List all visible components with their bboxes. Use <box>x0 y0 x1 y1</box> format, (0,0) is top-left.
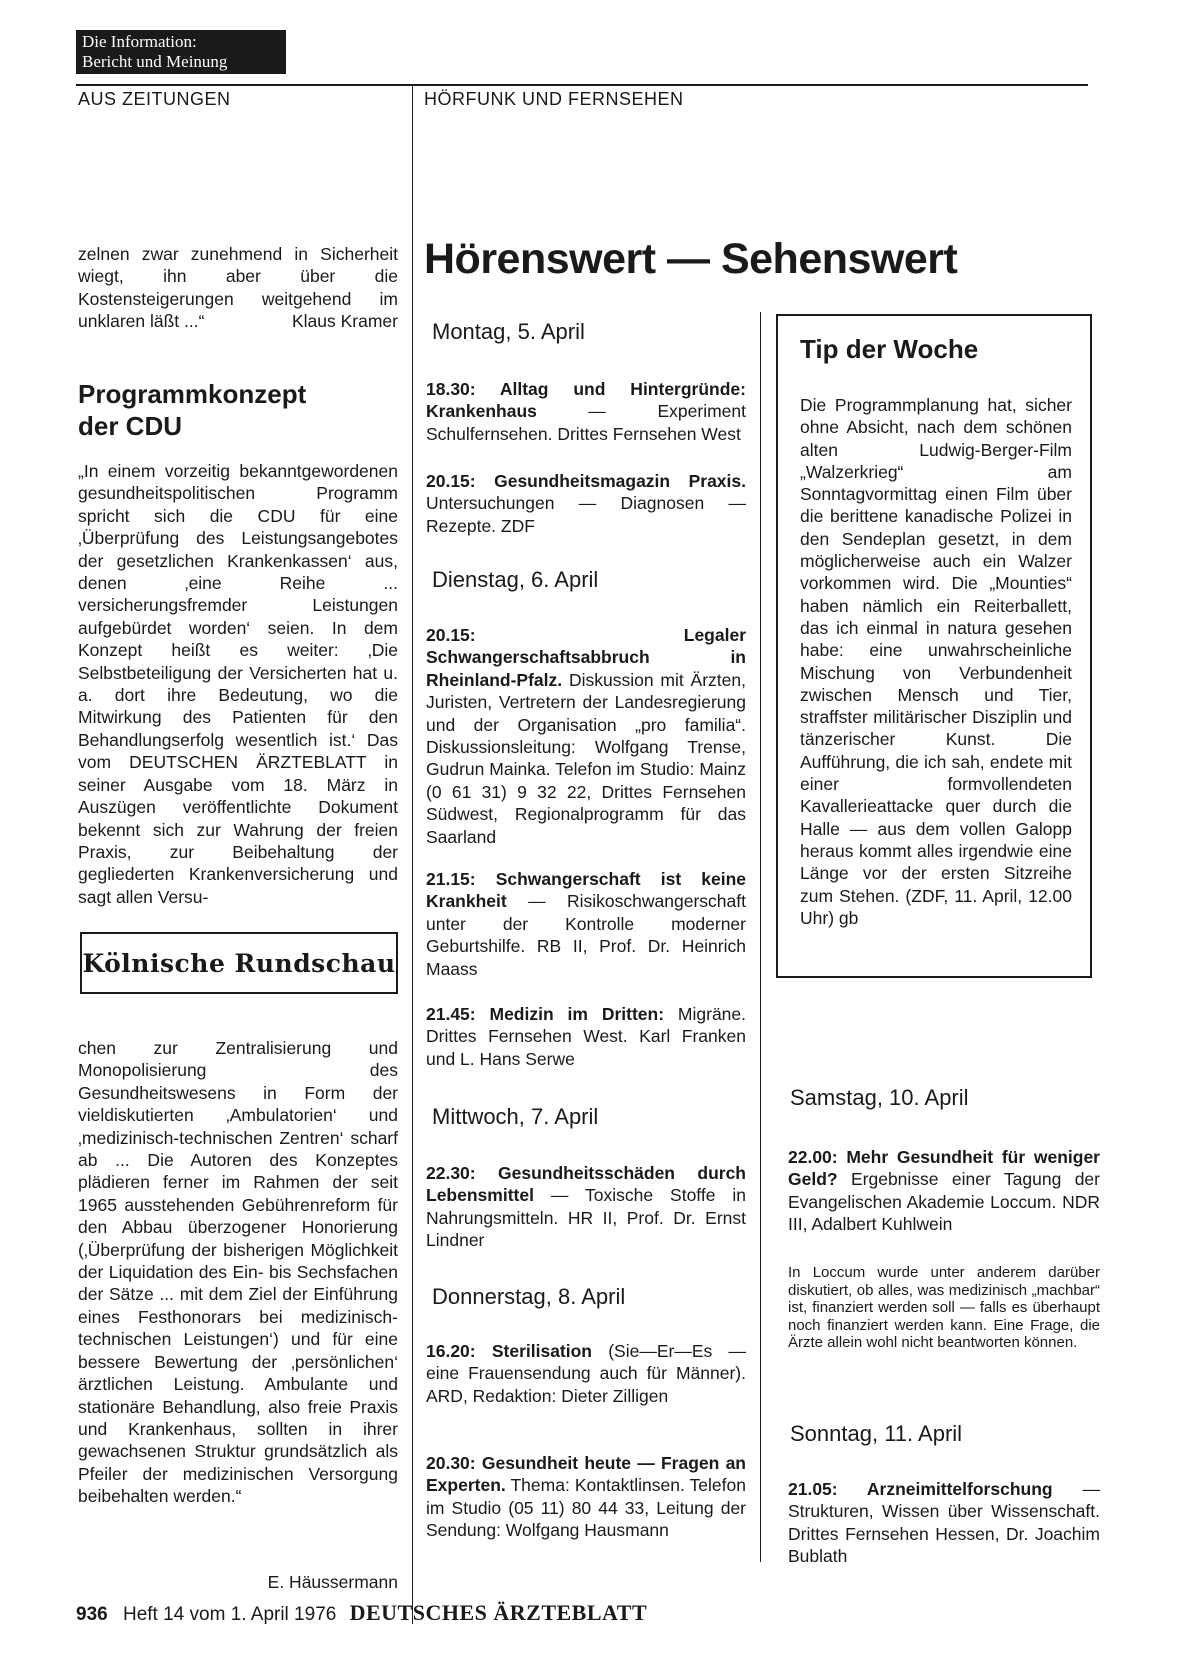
newspaper-masthead <box>80 932 398 994</box>
section-label-box <box>76 30 286 74</box>
magazine-name: DEUTSCHES ÄRZTEBLATT <box>349 1600 648 1625</box>
section-label-line1: Die Information: <box>82 32 197 51</box>
program-title: 20.30: Gesundheit heute — Fragen an Experten. <box>426 1453 746 1496</box>
program-entry <box>788 1478 1100 1568</box>
masthead-text: Kölnische Rundschau <box>82 948 396 978</box>
program-desc: — Experiment Schulfernsehen. Drittes Fernsehen West <box>426 401 746 444</box>
program-entry <box>426 1003 746 1070</box>
program-title: 18.30: Alltag und Hintergründe: Krankenhaus <box>426 379 746 422</box>
day-saturday: Samstag, 10. April <box>790 1085 969 1110</box>
program-entry <box>788 1146 1100 1236</box>
program-desc: Untersuchungen — Diagnosen — Rezepte. ZDF <box>426 493 746 536</box>
page-footer <box>76 1600 647 1626</box>
program-note: In Loccum wurde unter anderem darüber diskutiert, ob alles, was medizinisch „machbar“ ist, finanziert werden soll — falls es überhaupt noch finanziert werden kann. Eine Frage, die Ärzte allein wohl nicht beantworten können. <box>788 1264 1100 1351</box>
program-desc: — Toxische Stoffe in Nahrungsmitteln. HR II, Prof. Dr. Ernst Lindner <box>426 1185 746 1251</box>
program-title: 20.15: Gesundheitsmagazin Praxis. <box>426 471 746 491</box>
main-title: Hörenswert — Sehenswert <box>424 235 958 283</box>
day-tuesday: Dienstag, 6. April <box>432 567 599 592</box>
intro-text: zelnen zwar zunehmend in Sicherheit wiegt, ihn aber über die Kostensteigerungen weitgehend im unklaren läßt ...“ <box>78 244 398 332</box>
column-divider <box>412 84 413 1624</box>
article-part1: „In einem vorzeitig bekanntgewordenen gesundheitspolitischen Programm spricht sich die CDU für eine ‚Überprüfung des Leistungsangebotes der gesetzlichen Krankenkassen‘ aus, denen ‚eine Reihe ... versicherungsfremder Leistungen aufgebürdet worden‘ seien. In dem Konzept heißt es weiter: ‚Die Selbstbeteiligung der Versicherten hat u. a. dort ihre Bedeutung, wo die Mitwirkung des Patienten für den Behandlungserfolg wesentlich ist.‘ Das vom DEUTSCHEN ÄRZTEBLATT in seiner Ausgabe vom 18. März in Auszügen veröffentlichte Dokument bekennt sich zur Wahrung der freien Praxis, zur Beibehaltung der gegliederten Krankenversicherung und sagt allen Versu- <box>78 461 398 907</box>
day-monday: Montag, 5. April <box>432 319 585 344</box>
intro-author: Klaus Kramer <box>291 311 398 332</box>
program-desc: Ergebnisse einer Tagung der Evangelischen Akademie Loccum. NDR III, Adalbert Kuhlwein <box>788 1169 1100 1235</box>
day-thursday: Donnerstag, 8. April <box>432 1284 626 1309</box>
article-part2: chen zur Zentralisierung und Monopolisierung des Gesundheitswesens in Form der vieldiskutierten ‚Ambulatorien‘ und ‚medizinisch-technischen Zentren‘ scharf ab ... Die Autoren des Konzeptes plädieren ferner im Rahmen der seit 1965 ausstehenden Gebührenreform für den Abbau überzogener Honorierung (‚Überprüfung der bisherigen Möglichkeit der Liquidation des Ein- bis Sechsfachen der Sätze ... mit dem Ziel der Einführung eines Festhonorars bei medizinisch-technischen Leistungen‘) und für eine bessere Bewertung der ‚persönlichen‘ ärztlichen Leistung. Ambulante und stationäre Behandlung, also freie Praxis und Krankenhaus, sollten in ihrer gewachsenen Struktur grundsätzlich als Pfeiler der medizinischen Versorgung beibehalten werden.“ <box>78 1038 398 1507</box>
program-title: 21.45: Medizin im Dritten: <box>426 1004 665 1024</box>
program-title: 20.15: Legaler Schwangerschaftsabbruch in Rheinland-Pfalz. <box>426 625 746 690</box>
article-author: E. Häussermann <box>267 1572 398 1592</box>
day-sunday: Sonntag, 11. April <box>790 1421 963 1446</box>
tip-box <box>776 314 1092 978</box>
program-desc: Migräne. Drittes Fernsehen West. Karl Franken und L. Hans Serwe <box>426 1004 747 1069</box>
program-entry <box>426 624 746 848</box>
program-desc: — Risikoschwangerschaft unter der Kontrolle moderner Geburtshilfe. RB II, Prof. Dr. Heinrich Maass <box>426 891 746 979</box>
page-number: 936 <box>76 1604 108 1625</box>
program-entry <box>426 868 746 980</box>
tip-text: Die Programmplanung hat, sicher ohne Absicht, nach dem schönen alten Ludwig-Berger-Film „Walzerkrieg“ am Sonntagvormittag einen Film über die berittene kanadische Polizei in den Sendeplan gesetzt, in dem möglicherweise auch ein Walzer vorkommen wird. Die „Mounties“ haben nämlich ein Reiterballett, das ich einmal in natura gesehen habe: eine unwahrscheinliche Mischung von Verbundenheit zwischen Mensch und Tier, straffster militärischer Disziplin und tänzerischer Kunst. Die Aufführung, die ich sah, endete mit einer formvollendeten Kavallerieattacke quer durch die Halle — aus dem vollen Galopp heraus kommt alles irgendwie eine Länge vor der ersten Sitzreihe zum Stehen. (ZDF, 11. April, 12.00 Uhr) gb <box>800 395 1072 928</box>
schedule-column-divider <box>760 312 761 1562</box>
day-wednesday: Mittwoch, 7. April <box>432 1104 599 1129</box>
article-heading <box>78 378 398 442</box>
program-desc: Thema: Kontaktlinsen. Telefon im Studio (05 11) 80 44 33, Leitung der Sendung: Wolfgang Hausmann <box>426 1475 746 1541</box>
section-label-line2: Bericht und Meinung <box>82 52 228 71</box>
program-entry <box>426 470 746 537</box>
heading-line2: der CDU <box>78 411 183 441</box>
left-column-label: AUS ZEITUNGEN <box>78 89 231 109</box>
program-entry <box>426 378 746 445</box>
program-title: 21.15: Schwangerschaft ist keine Krankheit <box>426 869 746 912</box>
program-entry <box>426 1452 746 1542</box>
program-entry <box>426 1340 746 1407</box>
program-title: 16.20: Sterilisation <box>426 1341 593 1361</box>
left-intro <box>78 243 398 333</box>
program-title: 21.05: Arzneimittelforschung <box>788 1479 1053 1499</box>
right-column-label: HÖRFUNK UND FERNSEHEN <box>424 89 684 109</box>
program-title: 22.00: Mehr Gesundheit für weniger Geld? <box>788 1147 1100 1190</box>
program-desc: — Strukturen, Wissen über Wissenschaft. Drittes Fernsehen Hessen, Dr. Joachim Bublath <box>788 1479 1100 1567</box>
program-title: 22.30: Gesundheitsschäden durch Lebensmittel <box>426 1163 746 1206</box>
tip-title: Tip der Woche <box>800 334 979 364</box>
heading-line1: Programmkonzept <box>78 379 307 409</box>
program-entry <box>426 1162 746 1252</box>
program-desc: Diskussion mit Ärzten, Juristen, Vertretern der Landesregierung und der Organisation „pro familia“. Diskussionsleitung: Wolfgang Trense, Gudrun Mainka. Telefon im Studio: Mainz (0 61 31) 9 32 22, Drittes Fernsehen Südwest, Regionalprogramm für das Saarland <box>426 669 746 847</box>
header-rule <box>76 84 1088 86</box>
issue-info: Heft 14 vom 1. April 1976 <box>122 1604 337 1625</box>
program-desc: (Sie—Er—Es — eine Frauensendung auch für Männer). ARD, Redaktion: Dieter Zilligen <box>426 1341 746 1406</box>
